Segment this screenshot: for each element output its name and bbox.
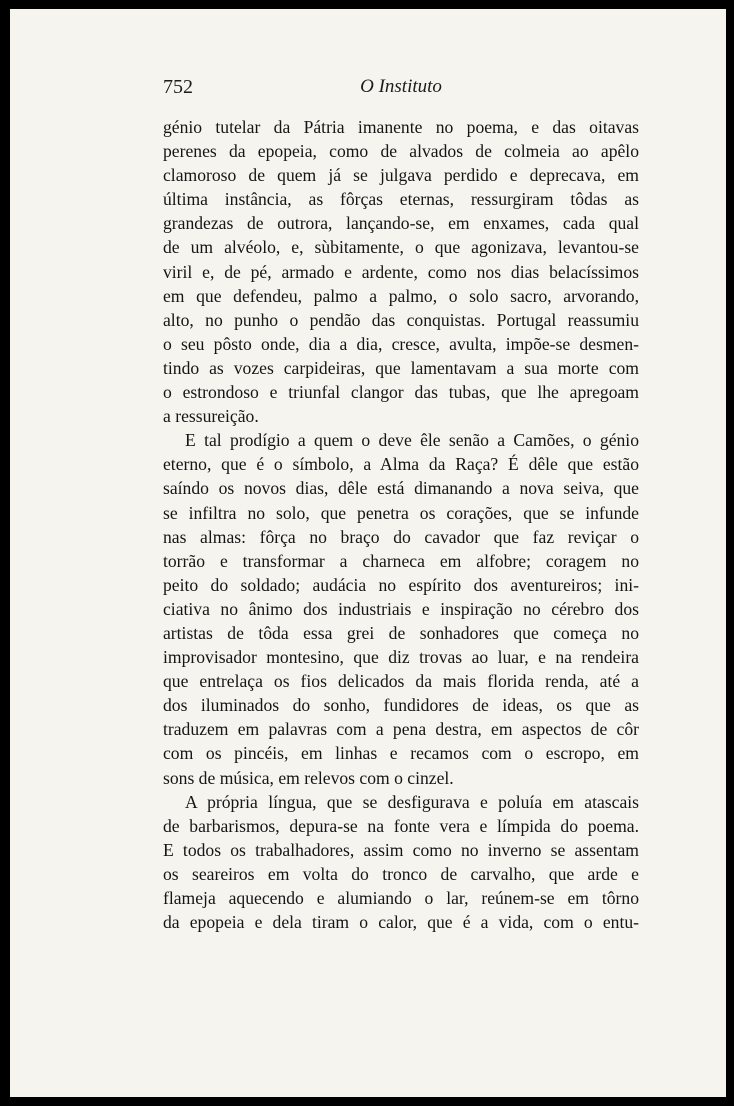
text-line: sons de música, em relevos com o cinzel.: [163, 767, 454, 788]
paragraph-1: [163, 115, 639, 428]
text-line: última instância, as fôrças eternas, ressurgiram tôdas as: [163, 189, 639, 210]
text-line: E tal prodígio a quem o deve êle senão a Camões, o génio: [185, 430, 639, 451]
text-line: o estrondoso e triunfal clangor das tubas, que lhe apregoam: [163, 382, 639, 403]
text-line: dos iluminados do sonho, fundidores de ideas, os que as: [163, 695, 639, 716]
text-line: que entrelaça os fios delicados da mais florida renda, até a: [163, 671, 639, 692]
text-line: tindo as vozes carpideiras, que lamentavam a sua morte com: [163, 357, 639, 378]
text-line: em que defendeu, palmo a palmo, o solo sacro, arvorando,: [163, 285, 639, 306]
text-line: traduzem em palavras com a pena destra, em aspectos de côr: [163, 719, 639, 740]
text-line: os seareiros em volta do tronco de carvalho, que arde e: [163, 863, 639, 884]
text-line: eterno, que é o símbolo, a Alma da Raça? É dêle que estão: [163, 454, 639, 475]
text-line: saíndo os novos dias, dêle está dimanando a nova seiva, que: [163, 478, 639, 499]
text-line: clamoroso de quem já se julgava perdido e deprecava, em: [163, 165, 639, 186]
text-line: génio tutelar da Pátria imanente no poema, e das oitavas: [163, 117, 639, 137]
text-line: A própria língua, que se desfigurava e poluía em atascais: [185, 791, 639, 812]
text-line: improvisador montesino, que diz trovas ao luar, e na rendeira: [163, 647, 639, 668]
body-text: [163, 115, 639, 934]
text-line: artistas de tôda essa grei de sonhadores que começa no: [163, 622, 639, 643]
text-line: perenes da epopeia, como de alvados de colmeia ao apêlo: [163, 141, 639, 162]
page-header: [163, 72, 639, 102]
text-line: viril e, de pé, armado e ardente, como nos dias belacíssimos: [163, 261, 639, 282]
text-line: grandezas de outrora, lançando-se, em enxames, cada qual: [163, 213, 639, 234]
text-line: a ressureição.: [163, 406, 259, 427]
text-line: se infiltra no solo, que penetra os corações, que se infunde: [163, 502, 639, 523]
text-line: da epopeia e dela tiram o calor, que é a vida, com o entu-: [163, 912, 639, 933]
paragraph-3: [163, 790, 639, 935]
paragraph-2: [163, 428, 639, 789]
text-line: ciativa no ânimo dos industriais e inspiração no cérebro dos: [163, 598, 639, 619]
text-line: flameja aquecendo e alumiando o lar, reúnem-se em tôrno: [163, 888, 639, 908]
page-number: 752: [163, 76, 193, 98]
text-line: o seu pôsto onde, dia a dia, cresce, avulta, impõe-se desmen-: [163, 333, 639, 354]
text-line: de barbarismos, depura-se na fonte vera e límpida do poema.: [163, 815, 639, 836]
text-line: de um alvéolo, e, sùbitamente, o que agonizava, levantou-se: [163, 237, 639, 258]
text-line: torrão e transformar a charneca em alfobre; coragem no: [163, 550, 639, 571]
text-line: nas almas: fôrça no braço do cavador que faz reviçar o: [163, 526, 639, 547]
running-title: O Instituto: [360, 76, 442, 97]
text-line: E todos os trabalhadores, assim como no inverno se assentam: [163, 839, 639, 860]
text-line: com os pincéis, em linhas e recamos com o escropo, em: [163, 743, 639, 764]
text-line: peito do soldado; audácia no espírito dos aventureiros; ini-: [163, 574, 639, 595]
text-line: alto, no punho o pendão das conquistas. Portugal reassumiu: [163, 309, 639, 330]
